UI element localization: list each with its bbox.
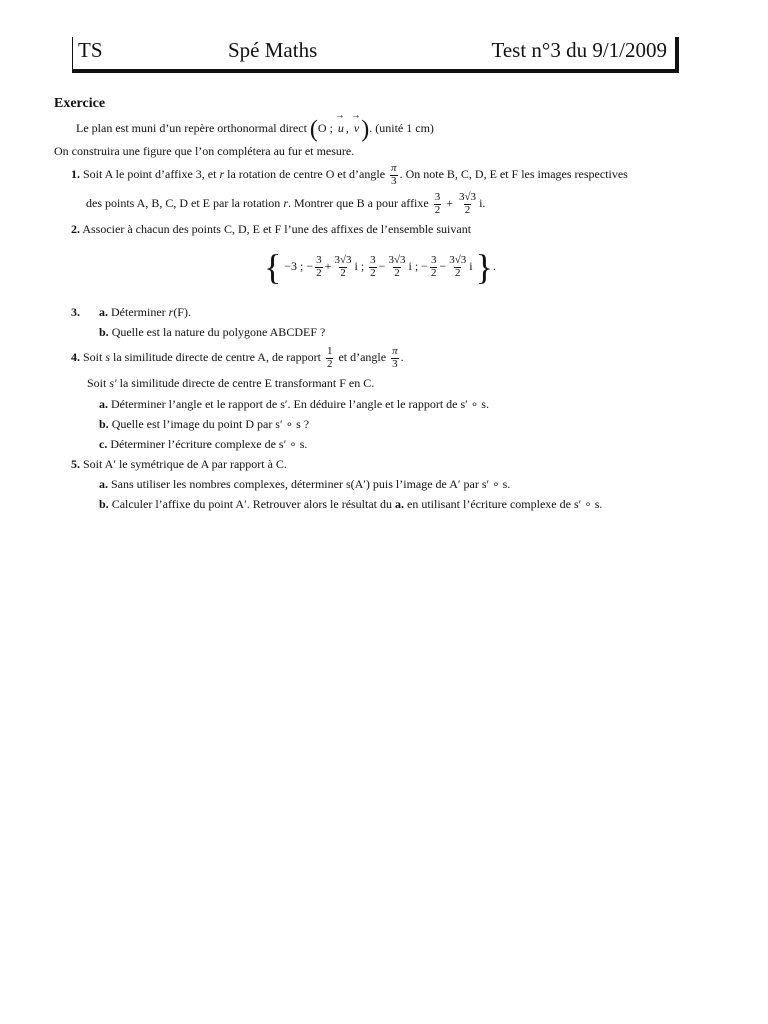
imaginary-unit: i xyxy=(469,258,473,273)
intro-line-1 xyxy=(76,116,434,143)
fraction-3sqrt3-over-2: $\frac{3√3}{2}$ xyxy=(334,253,352,279)
fraction-3sqrt3-over-2: $\frac{3√3}{2}$ xyxy=(449,253,467,279)
minus-sign: − xyxy=(421,258,428,273)
minus-sign: − xyxy=(378,258,386,273)
plus-sign: + xyxy=(446,195,454,210)
rotation-symbol: r xyxy=(168,305,174,319)
affix-set xyxy=(264,247,496,287)
question-number: 4. xyxy=(71,349,80,364)
q1-text-b: la rotation de centre O et d’angle xyxy=(227,166,386,181)
q4a-text: Déterminer l’angle et le rapport de s′. En déduire l’angle et le rapport de s′ ∘ s. xyxy=(111,397,489,411)
q4b-text: Quelle est l’image du point D par s′ ∘ s ? xyxy=(111,417,310,431)
q5b-text-a: Calculer l’affixe du point A′. Retrouver alors le résultat du xyxy=(111,497,393,511)
brace-open: { xyxy=(264,247,282,287)
set-term: i ; xyxy=(408,258,419,273)
header-subject: Spé Maths xyxy=(228,38,318,62)
q5b-text-b: en utilisant l’écriture complexe de s′ ∘ s. xyxy=(407,497,603,511)
question-3b xyxy=(99,325,325,340)
exercise-title: Exercice xyxy=(54,96,106,111)
subquestion-label: a. xyxy=(99,305,108,319)
fraction-3sqrt3-over-2: $\frac{3√3}{2}$ xyxy=(459,191,477,216)
vector-v: → v xyxy=(352,121,361,136)
period: . xyxy=(492,258,496,273)
fraction-1-over-2: $\frac{1}{2}$ xyxy=(326,345,333,370)
q3a-text: Déterminer xyxy=(111,305,166,319)
question-5b xyxy=(99,497,602,512)
question-4 xyxy=(71,346,404,370)
question-number: 3. xyxy=(71,305,80,319)
fraction-3-over-2: $\frac{3}{2}$ xyxy=(316,253,322,279)
question-4b xyxy=(99,417,309,432)
subquestion-label: c. xyxy=(99,437,108,451)
question-1-line-2 xyxy=(86,192,485,216)
question-4-line-2 xyxy=(87,376,374,391)
q5-text: Soit A′ le symétrique de A par rapport à C. xyxy=(83,457,287,471)
question-number: 5. xyxy=(71,457,80,471)
subquestion-label: b. xyxy=(99,497,109,511)
question-5 xyxy=(71,457,287,472)
question-4a xyxy=(99,397,489,412)
q4-text-a: Soit xyxy=(83,349,103,364)
vector-u: → u xyxy=(336,121,346,136)
question-number: 1. xyxy=(71,166,80,181)
rotation-symbol: r xyxy=(283,195,288,210)
q1-text-d: des points A, B, C, D et E par la rotation xyxy=(86,195,281,210)
q4-line2-text-a: Soit xyxy=(87,376,107,390)
q2-text: Associer à chacun des points C, D, E et F l’une des affixes de l’ensemble suivant xyxy=(82,222,472,236)
similitude-s-prime: s′ xyxy=(109,376,117,390)
minus-sign: − xyxy=(439,258,447,273)
set-term: i ; xyxy=(354,258,365,273)
subquestion-label: b. xyxy=(99,417,109,431)
intro-line-2: On construira une figure que l’on complétera au fur et mesure. xyxy=(54,144,355,158)
q1-text-a: Soit A le point d’affixe 3, et xyxy=(83,166,217,181)
subquestion-label: a. xyxy=(99,477,108,491)
subquestion-label: a. xyxy=(99,397,108,411)
intro-text: Le plan est muni d’un repère orthonormal direct xyxy=(76,121,307,135)
comma: , xyxy=(345,121,349,135)
q4c-text: Déterminer l’écriture complexe de s′ ∘ s. xyxy=(110,437,308,451)
similitude-s: s xyxy=(105,349,111,364)
set-term: −3 ; − xyxy=(284,258,314,273)
imaginary-unit: i. xyxy=(479,195,486,210)
question-1 xyxy=(71,163,628,187)
plus-sign: + xyxy=(324,258,332,273)
question-4c xyxy=(99,437,307,452)
unit-text: . (unité 1 cm) xyxy=(369,121,434,135)
question-3a xyxy=(99,305,191,320)
q3b-text: Quelle est la nature du polygone ABCDEF ? xyxy=(111,325,326,339)
page-header xyxy=(72,37,679,73)
header-test-date: Test n°3 du 9/1/2009 xyxy=(491,38,667,62)
q4-text-b: la similitude directe de centre A, de rapport xyxy=(113,349,321,364)
fraction-pi-over-3: $\frac{\pi}{3}$ xyxy=(391,162,397,187)
brace-close: } xyxy=(475,247,493,287)
q4-line2-text-b: la similitude directe de centre E transformant F en C. xyxy=(119,376,375,390)
fraction-3-over-2: $\frac{3}{2}$ xyxy=(434,191,441,216)
question-number: 2. xyxy=(71,222,80,236)
rotation-symbol: r xyxy=(219,166,225,181)
fraction-3sqrt3-over-2: $\frac{3√3}{2}$ xyxy=(388,253,406,279)
header-class: TS xyxy=(78,38,103,62)
q5a-text: Sans utiliser les nombres complexes, déterminer s(A′) puis l’image de A′ par s′ ∘ s. xyxy=(111,477,511,491)
fraction-3-over-2: $\frac{3}{2}$ xyxy=(430,253,437,279)
paren-close: ) xyxy=(361,116,370,143)
fraction-3-over-2: $\frac{3}{2}$ xyxy=(370,253,376,279)
paren-open: ( xyxy=(309,116,318,143)
q5b-reference: a. xyxy=(395,497,405,511)
q1-text-c: . On note B, C, D, E et F les images respectives xyxy=(399,166,628,181)
q1-text-e: . Montrer que B a pour affixe xyxy=(287,195,429,210)
question-3 xyxy=(71,305,80,320)
period: . xyxy=(400,349,404,364)
frame-origin: O ; xyxy=(317,121,333,135)
question-5a xyxy=(99,477,510,492)
fraction-pi-over-3: $\frac{\pi}{3}$ xyxy=(392,345,398,370)
q3a-end: (F). xyxy=(173,305,191,319)
question-2 xyxy=(71,222,471,237)
q4-text-c: et d’angle xyxy=(338,349,387,364)
subquestion-label: b. xyxy=(99,325,109,339)
